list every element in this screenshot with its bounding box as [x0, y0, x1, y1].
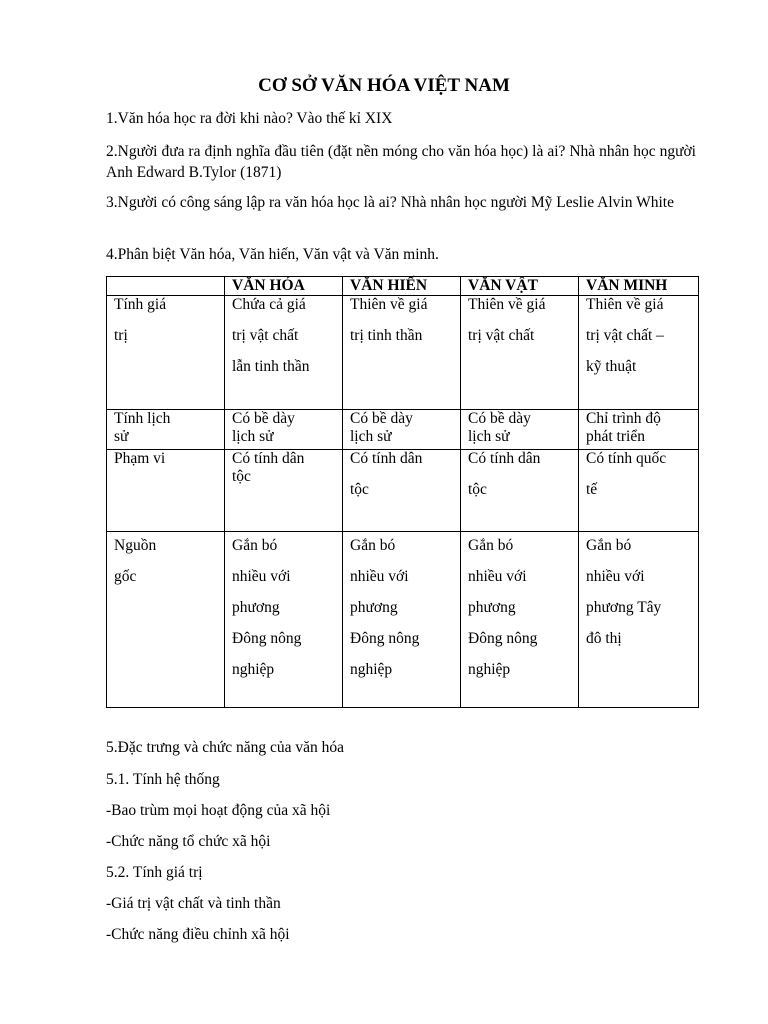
cell-line: phương: [232, 599, 280, 616]
cell-line: Chứa cả giá: [232, 296, 306, 313]
question-1: 1.Văn hóa học ra đời khi nào? Vào thế kỉ XIX: [106, 110, 393, 127]
cell-line: nhiều với: [468, 568, 527, 585]
row-label-line: Phạm vi: [114, 450, 166, 467]
table-cell: [343, 296, 461, 410]
cell-line: Đông nông: [350, 630, 420, 647]
table-row: [107, 450, 699, 532]
table-cell: [225, 450, 343, 532]
table-cell: [343, 532, 461, 708]
cell-line: tộc: [232, 468, 251, 485]
cell-line: trị tinh thần: [350, 327, 423, 344]
cell-line: tộc: [468, 481, 487, 498]
question-2: 2.Người đưa ra định nghĩa đầu tiên (đặt nền móng cho văn hóa học) là ai? Nhà nhân học người Anh Edward B.Tylor (1871): [106, 143, 696, 181]
table-row: [107, 296, 699, 410]
cell-line: nhiều với: [586, 568, 645, 585]
cell-line: trị vật chất –: [586, 327, 664, 344]
table-header-van-minh: VĂN MINH: [579, 277, 699, 296]
table-cell: [579, 410, 699, 450]
row-label-tinh-lich-su: [107, 410, 225, 450]
cell-line: tế: [586, 481, 598, 498]
table-row: [107, 532, 699, 708]
table-cell: [225, 296, 343, 410]
section-5-2-heading: 5.2. Tính giá trị: [106, 864, 203, 881]
row-label-line: gốc: [114, 568, 137, 585]
cell-line: phương: [350, 599, 398, 616]
cell-line: nghiệp: [232, 661, 275, 678]
cell-line: trị vật chất: [232, 327, 299, 344]
cell-line: Gắn bó: [468, 537, 514, 554]
table-cell: [225, 410, 343, 450]
table-cell: [461, 450, 579, 532]
cell-line: lịch sử: [232, 428, 274, 445]
table-cell: [461, 296, 579, 410]
table-cell: [225, 532, 343, 708]
table-header-van-hoa: VĂN HÓA: [225, 277, 343, 296]
table-header-van-vat: VĂN VẬT: [461, 277, 579, 296]
row-label-line: Tính lịch: [114, 410, 171, 427]
section-5-heading: 5.Đặc trưng và chức năng của văn hóa: [106, 739, 345, 756]
cell-line: kỹ thuật: [586, 358, 637, 375]
cell-line: lẫn tinh thần: [232, 358, 310, 375]
table-cell: [461, 410, 579, 450]
cell-line: Chỉ trình độ: [586, 410, 661, 427]
row-label-pham-vi: [107, 450, 225, 532]
table-cell: [579, 296, 699, 410]
question-4: 4.Phân biệt Văn hóa, Văn hiến, Văn vật và Văn minh.: [106, 246, 439, 263]
cell-line: phương: [468, 599, 516, 616]
row-label-nguon-goc: [107, 532, 225, 708]
cell-line: Có tính quốc: [586, 450, 667, 467]
row-label-line: Tính giá: [114, 296, 167, 313]
section-5-1-item: -Bao trùm mọi hoạt động của xã hội: [106, 802, 331, 819]
page-title: CƠ SỞ VĂN HÓA VIỆT NAM: [258, 75, 510, 96]
cell-line: phát triển: [586, 428, 645, 445]
cell-line: nghiệp: [350, 661, 393, 678]
cell-line: Có bề dày: [232, 410, 295, 427]
cell-line: phương Tây: [586, 599, 662, 616]
cell-line: Có tính dân: [350, 450, 423, 467]
question-3: 3.Người có công sáng lập ra văn hóa học là ai? Nhà nhân học người Mỹ Leslie Alvin White: [106, 194, 674, 211]
cell-line: Gắn bó: [586, 537, 632, 554]
row-label-tinh-gia-tri: [107, 296, 225, 410]
row-label-line: trị: [114, 327, 128, 344]
cell-line: Có tính dân: [232, 450, 305, 467]
table-cell: [579, 532, 699, 708]
cell-line: Có tính dân: [468, 450, 541, 467]
cell-line: lịch sử: [468, 428, 510, 445]
table-header-van-hien: VĂN HIẾN: [343, 277, 461, 296]
cell-line: Thiên về giá: [350, 296, 428, 313]
table-cell: [579, 450, 699, 532]
table-cell: [343, 450, 461, 532]
cell-line: Thiên về giá: [586, 296, 664, 313]
cell-line: tộc: [350, 481, 369, 498]
cell-line: nhiều với: [350, 568, 409, 585]
table-row: [107, 410, 699, 450]
cell-line: Gắn bó: [350, 537, 396, 554]
comparison-table: [106, 276, 699, 708]
cell-line: Đông nông: [468, 630, 538, 647]
section-5-1-item: -Chức năng tổ chức xã hội: [106, 833, 271, 850]
cell-line: đô thị: [586, 630, 622, 647]
cell-line: nghiệp: [468, 661, 511, 678]
section-5-2-item: -Giá trị vật chất và tinh thần: [106, 895, 281, 912]
cell-line: Có bề dày: [468, 410, 531, 427]
cell-line: Đông nông: [232, 630, 302, 647]
cell-line: Gắn bó: [232, 537, 278, 554]
row-label-line: sử: [114, 428, 129, 445]
table-cell: [461, 532, 579, 708]
row-label-line: Nguồn: [114, 537, 157, 554]
table-cell: [343, 410, 461, 450]
cell-line: Có bề dày: [350, 410, 413, 427]
cell-line: lịch sử: [350, 428, 392, 445]
cell-line: Thiên về giá: [468, 296, 546, 313]
cell-line: nhiều với: [232, 568, 291, 585]
cell-line: trị vật chất: [468, 327, 535, 344]
section-5-2-item: -Chức năng điều chỉnh xã hội: [106, 926, 290, 943]
section-5-1-heading: 5.1. Tính hệ thống: [106, 771, 220, 788]
